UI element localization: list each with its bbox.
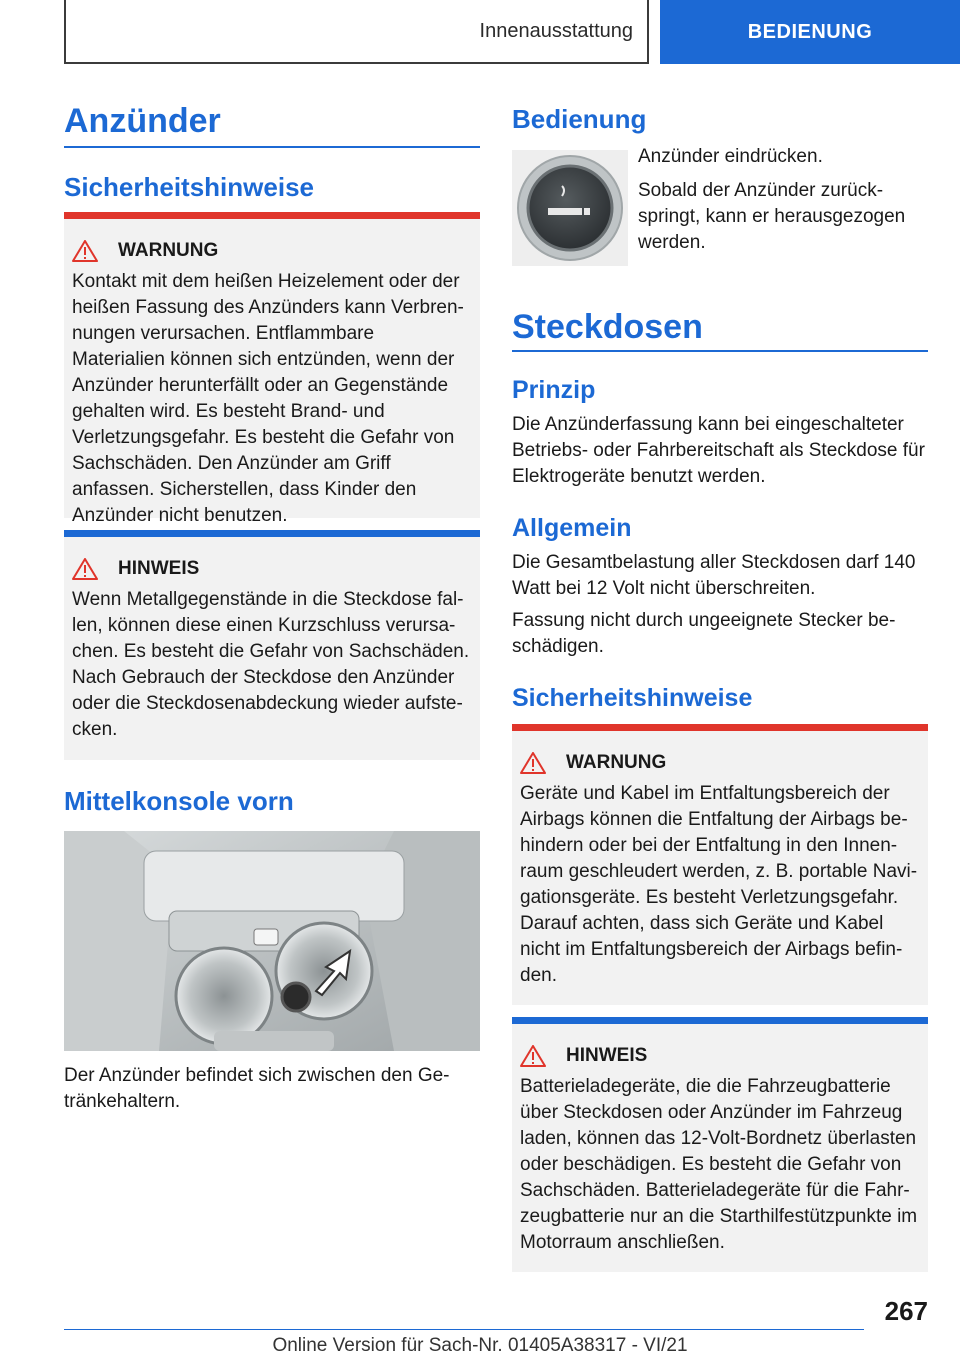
sockets-note-box [512,1017,928,1272]
sockets-warning-text: Geräte und Kabel im Entfaltungsbereich der Airbags können die Entfaltung der Airbags be-hindern oder bei der Entfaltung in den Innen-raum geschleudert werden, z. B. portable Navi-gationsgeräte. Es besteht Verletzungsgefahr. Darauf achten, dass sich Geräte und Kabel nicht im Entfaltungsbereich der Airbags befin-den. [520,783,918,986]
sockets-note-header [520,1044,920,1068]
note-text: Wenn Metallgegenstände in die Steckdose fal-len, können diese einen Kurzschluss verursa-chen. Es besteht die Gefahr von Sachschäden. Nach Gebrauch der Steckdose den Anzünder oder die Steckdosenabdeckung wieder aufste-cken. [72,589,470,740]
sockets-rule [512,350,928,352]
safety-heading: Sicherheitshinweise [64,172,314,202]
sockets-warning-label: WARNUNG [566,752,667,773]
sockets-warning-header [520,751,920,775]
note-label: HINWEIS [118,558,200,579]
note-header [72,557,472,581]
footer-rule [64,1329,864,1330]
chapter-label: BEDIENUNG [747,20,873,43]
general-text-1: Die Gesamtbelastung aller Steckdosen darf 140 Watt bei 12 Volt nicht überschreiten. [512,552,916,599]
warning-label: WARNUNG [118,240,219,261]
sockets-safety-heading: Sicherheitshinweise [512,684,753,712]
warning-triangle-icon [72,240,98,262]
warning-triangle-icon [72,558,98,580]
warning-box [64,212,480,526]
operation-heading: Bedienung [512,104,647,134]
principle-text: Die Anzünderfassung kann bei eingeschalteter Betriebs- oder Fahrbereitschaft als Steckdose für Elektrogeräte benutzt werden. [512,414,925,487]
console-heading: Mittelkonsole vorn [64,786,294,816]
chapter-tab[interactable] [660,0,960,64]
lighter-photo [512,150,628,266]
footer-version: Online Version für Sach-Nr. 01405A38317 - VI/21 [272,1335,688,1356]
sockets-warning-box [512,724,928,1005]
title-rule [64,146,480,148]
console-caption: Der Anzünder befindet sich zwischen den Ge-tränkehaltern. [64,1065,450,1112]
operation-step-2: Sobald der Anzünder zurück-springt, kann er herausgezogen werden. [638,180,906,253]
sockets-title: Steckdosen [512,308,703,346]
page-title: Anzünder [64,102,221,140]
sockets-note-text: Batterieladegeräte, die die Fahrzeugbatterie über Steckdosen oder Anzünder im Fahrzeug laden, können das 12-Volt-Bordnetz überlasten oder beschädigen. Es besteht die Gefahr von Sachschäden. Batterieladegeräte für die Fahr-zeugbatterie nur an die Starthilfestützpunkte im Motorraum anschließen. [520,1076,918,1253]
header-section-title [64,0,649,64]
section-title: Innenausstattung [479,19,633,42]
warning-header [72,239,472,263]
center-console-photo [64,831,480,1051]
operation-step-1: Anzünder eindrücken. [638,146,823,167]
warning-triangle-icon [520,1045,546,1067]
general-heading: Allgemein [512,514,632,542]
warning-text: Kontakt mit dem heißen Heizelement oder der heißen Fassung des Anzünders kann Verbren-nungen verursachen. Entflammbare Materialien können sich entzünden, wenn der Anzünder herunterfällt oder an Gegenstände gehalten wird. Es besteht Brand- und Verletzungsgefahr. Es besteht die Gefahr von Sachschäden. Den Anzünder am Griff anfassen. Sicherstellen, dass Kinder den Anzünder nicht benutzen. [72,271,464,526]
sockets-note-label: HINWEIS [566,1045,648,1066]
warning-triangle-icon [520,752,546,774]
general-text-2: Fassung nicht durch ungeeignete Stecker be-schädigen. [512,610,896,657]
note-box [64,530,480,760]
page-number: 267 [884,1296,928,1326]
principle-heading: Prinzip [512,376,596,404]
